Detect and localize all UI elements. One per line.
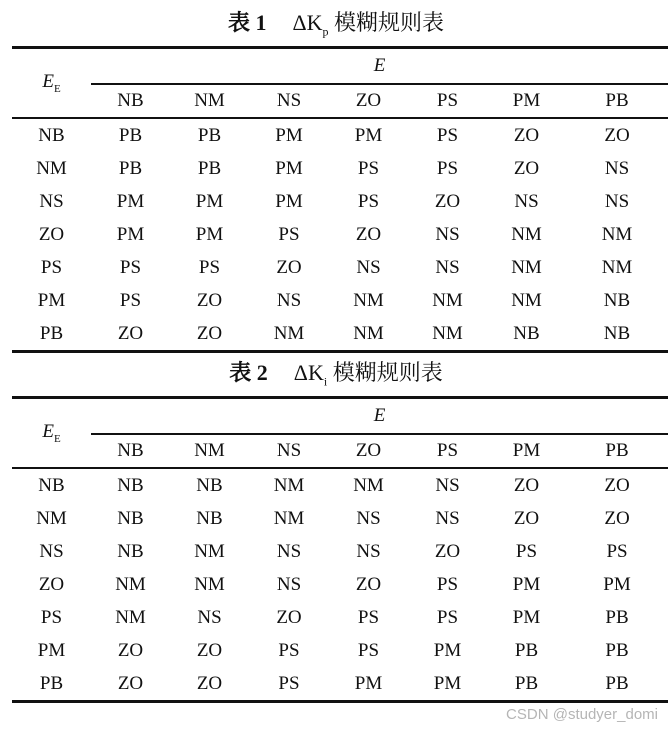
row-label: ZO — [38, 573, 65, 595]
table-cell: NB — [117, 507, 144, 529]
row-label: PS — [40, 256, 63, 278]
table-cell: NB — [117, 474, 144, 496]
table-cell: NS — [514, 190, 539, 212]
table-cell: PS — [436, 606, 459, 628]
table-cell: ZO — [276, 256, 302, 278]
column-header: PB — [566, 434, 668, 468]
column-header: PM — [487, 434, 566, 468]
table-cell: ZO — [604, 124, 630, 146]
table-cell: NB — [603, 322, 631, 344]
table-row — [12, 535, 668, 568]
table-cell: NS — [356, 507, 381, 529]
column-header-row — [12, 84, 668, 118]
table-cell: PB — [118, 157, 143, 179]
table-cell: PM — [116, 190, 145, 212]
table-cell: ZO — [434, 540, 461, 562]
table-cell: NB — [603, 289, 631, 311]
watermark: CSDN @studyer_domi — [506, 706, 658, 723]
row-label: PB — [39, 672, 64, 694]
table-row — [12, 185, 668, 218]
row-label: NB — [38, 124, 65, 146]
table-cell: NM — [511, 289, 542, 311]
table-cell: ZO — [117, 639, 144, 661]
table-cell: NS — [435, 507, 460, 529]
table-cell: ZO — [604, 474, 630, 496]
table-cell: PM — [354, 124, 383, 146]
table-cell: NB — [513, 322, 540, 344]
table-cell: NM — [115, 573, 146, 595]
table-cell: PM — [603, 573, 631, 595]
table-row — [12, 601, 668, 634]
row-label: NM — [36, 507, 67, 529]
table-row — [12, 251, 668, 284]
table-row — [12, 468, 668, 502]
table-cell: NM — [115, 606, 146, 628]
table-cell: NM — [601, 256, 633, 278]
table-cell: PS — [436, 157, 459, 179]
table-cell: PM — [512, 573, 541, 595]
table-cell: NM — [511, 256, 542, 278]
table-cell: NB — [196, 474, 223, 496]
table-cell: PS — [515, 540, 538, 562]
table-cell: ZO — [355, 573, 382, 595]
table-cell: NS — [356, 256, 381, 278]
table-cell: NM — [432, 289, 463, 311]
table-cell: PS — [119, 256, 142, 278]
fuzzy-rule-table-ki — [12, 396, 668, 703]
header-row-group — [12, 398, 668, 435]
table-2-symbol: ΔK — [293, 360, 324, 385]
table-cell: PS — [357, 157, 380, 179]
header-row-group — [12, 48, 668, 85]
table-cell: PB — [514, 639, 539, 661]
table-row — [12, 502, 668, 535]
table-cell: PB — [605, 606, 629, 628]
column-header: NB — [91, 84, 170, 118]
table-cell: NS — [435, 474, 460, 496]
table-cell: ZO — [513, 507, 540, 529]
table-cell: ZO — [117, 322, 144, 344]
table-cell: PB — [605, 672, 629, 694]
table-row — [12, 118, 668, 152]
table-row — [12, 667, 668, 702]
table-cell: PM — [354, 672, 383, 694]
table-cell: PB — [197, 124, 222, 146]
table-cell: ZO — [117, 672, 144, 694]
table-cell: PB — [197, 157, 222, 179]
table-cell: ZO — [604, 507, 630, 529]
table-cell: NS — [276, 289, 302, 311]
table-cell: ZO — [434, 190, 461, 212]
table-cell: ZO — [196, 289, 223, 311]
table-cell: NM — [353, 289, 384, 311]
table-2-caption — [0, 358, 672, 388]
table-cell: ZO — [355, 223, 382, 245]
row-variable-header — [12, 48, 91, 119]
table-1-title: 模糊规则表 — [334, 10, 445, 35]
table-cell: PB — [605, 639, 629, 661]
table-cell: ZO — [513, 124, 540, 146]
column-header: PS — [408, 434, 487, 468]
row-variable-main: E — [42, 421, 54, 443]
table-1-number: 表 1 — [227, 10, 267, 35]
table-cell: NM — [511, 223, 542, 245]
table-cell: PM — [275, 124, 303, 146]
table-cell: ZO — [276, 606, 302, 628]
column-header: PS — [408, 84, 487, 118]
table-row — [12, 568, 668, 601]
table-cell: NM — [432, 322, 463, 344]
column-header: ZO — [329, 434, 408, 468]
table-cell: NS — [276, 540, 302, 562]
table-cell: PS — [278, 223, 300, 245]
table-cell: PM — [433, 672, 462, 694]
table-cell: PM — [275, 190, 303, 212]
table-cell: PS — [436, 124, 459, 146]
row-label: PM — [37, 639, 66, 661]
table-cell: NM — [273, 322, 305, 344]
table-cell: NS — [276, 573, 302, 595]
table-cell: ZO — [513, 157, 540, 179]
table-cell: PS — [606, 540, 628, 562]
table-2-subscript: i — [323, 374, 328, 389]
table-cell: PM — [195, 190, 224, 212]
row-label: NS — [39, 190, 64, 212]
column-header-row — [12, 434, 668, 468]
table-1-subscript: p — [322, 24, 329, 39]
row-label: PS — [40, 606, 63, 628]
table-cell: PB — [118, 124, 143, 146]
row-label: PM — [37, 289, 66, 311]
table-cell: ZO — [196, 322, 223, 344]
table-cell: ZO — [513, 474, 540, 496]
table-cell: NS — [356, 540, 381, 562]
table-cell: NS — [435, 256, 460, 278]
table-cell: NM — [194, 540, 225, 562]
column-header: PM — [487, 84, 566, 118]
table-row — [12, 317, 668, 352]
table-cell: NS — [604, 157, 630, 179]
table-row — [12, 152, 668, 185]
table-cell: NS — [435, 223, 460, 245]
column-variable-header: E — [373, 55, 386, 76]
row-label: NB — [38, 474, 65, 496]
table-cell: ZO — [196, 672, 223, 694]
column-header: NM — [170, 84, 249, 118]
column-variable-header: E — [373, 405, 386, 426]
row-variable-subscript: E — [53, 82, 61, 95]
table-cell: NB — [196, 507, 223, 529]
row-variable-subscript: E — [53, 432, 61, 445]
table-cell: PS — [436, 573, 459, 595]
table-cell: NS — [197, 606, 222, 628]
table-row — [12, 634, 668, 667]
table-cell: NM — [273, 474, 305, 496]
row-label: NM — [36, 157, 67, 179]
table-cell: PS — [278, 672, 300, 694]
table-cell: NM — [194, 573, 225, 595]
table-2-number: 表 2 — [229, 360, 268, 385]
table-row — [12, 218, 668, 251]
table-cell: PS — [198, 256, 221, 278]
table-cell: NM — [353, 474, 384, 496]
fuzzy-rule-table-kp — [12, 46, 668, 353]
table-cell: PB — [514, 672, 539, 694]
table-cell: NM — [601, 223, 633, 245]
table-cell: PS — [357, 190, 380, 212]
column-header: NB — [91, 434, 170, 468]
table-cell: PS — [119, 289, 142, 311]
table-cell: NM — [353, 322, 384, 344]
table-row — [12, 284, 668, 317]
column-header: PB — [566, 84, 668, 118]
table-cell: PS — [357, 639, 380, 661]
table-cell: PS — [357, 606, 380, 628]
table-cell: PM — [433, 639, 462, 661]
column-header: NS — [249, 434, 329, 468]
table-cell: NM — [273, 507, 305, 529]
row-variable-main: E — [42, 71, 54, 93]
table-cell: PM — [512, 606, 541, 628]
table-cell: ZO — [196, 639, 223, 661]
table-2-title: 模糊规则表 — [332, 360, 443, 385]
column-header: NS — [249, 84, 329, 118]
row-label: PB — [39, 322, 64, 344]
table-cell: NS — [604, 190, 630, 212]
column-header: ZO — [329, 84, 408, 118]
column-header: NM — [170, 434, 249, 468]
table-cell: PM — [275, 157, 303, 179]
row-label: NS — [39, 540, 64, 562]
table-1-symbol: ΔK — [292, 10, 323, 35]
table-1-caption — [0, 8, 672, 38]
table-cell: PS — [278, 639, 300, 661]
row-variable-header — [12, 398, 91, 469]
table-cell: NB — [117, 540, 144, 562]
table-cell: PM — [195, 223, 224, 245]
row-label: ZO — [38, 223, 65, 245]
table-cell: PM — [116, 223, 145, 245]
